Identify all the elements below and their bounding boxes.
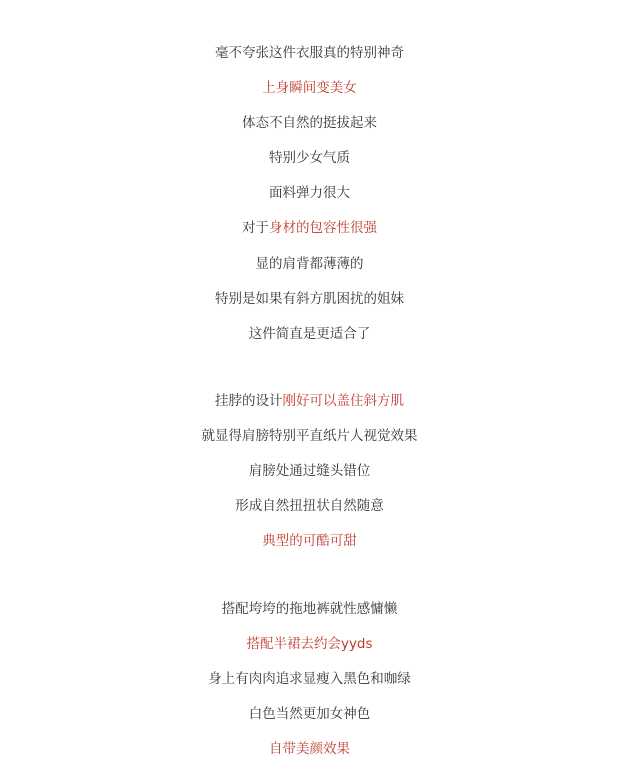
text-line xyxy=(0,599,619,619)
text-segment: 白色当然更加女神色 xyxy=(248,705,371,722)
text-segment: 对于 xyxy=(242,219,269,236)
highlight-line xyxy=(0,78,619,98)
text-segment: 特别少女气质 xyxy=(269,149,350,166)
text-line xyxy=(0,289,619,309)
text-segment: 毫不夸张这件衣服真的特别神奇 xyxy=(215,44,404,61)
highlight-segment: 刚好可以盖住斜方肌 xyxy=(282,392,404,409)
highlight-line xyxy=(0,634,619,654)
text-line xyxy=(0,43,619,63)
text-line xyxy=(0,324,619,344)
text-line xyxy=(0,254,619,274)
text-line xyxy=(0,113,619,133)
text-line xyxy=(0,183,619,203)
text-segment: 体态不自然的挺拔起来 xyxy=(242,114,377,131)
text-line xyxy=(0,496,619,516)
text-segment: 这件简直是更适合了 xyxy=(248,325,371,342)
highlight-segment: 身材的包容性很强 xyxy=(269,219,377,236)
text-segment: 面料弹力很大 xyxy=(269,184,350,201)
text-segment: 就显得肩膀特别平直纸片人视觉效果 xyxy=(201,427,418,444)
text-segment: 肩膀处通过缝头错位 xyxy=(248,462,371,479)
text-line xyxy=(0,669,619,689)
text-segment: 挂脖的设计 xyxy=(215,392,283,409)
highlight-segment: 搭配半裙去约会yyds xyxy=(246,635,373,652)
text-segment: 身上有肉肉追求显瘦入黑色和咖绿 xyxy=(208,670,411,687)
text-segment: 搭配垮垮的拖地裤就性感慵懒 xyxy=(221,600,398,617)
highlight-segment: 典型的可酷可甜 xyxy=(262,532,357,549)
text-line xyxy=(0,461,619,481)
text-line xyxy=(0,218,619,238)
text-line xyxy=(0,704,619,724)
text-line xyxy=(0,148,619,168)
highlight-segment: 上身瞬间变美女 xyxy=(262,79,357,96)
highlight-line xyxy=(0,531,619,551)
text-segment: 特别是如果有斜方肌困扰的姐妹 xyxy=(215,290,404,307)
text-segment: 形成自然扭扭状自然随意 xyxy=(235,497,384,514)
text-segment: 显的肩背都薄薄的 xyxy=(255,255,364,272)
highlight-line xyxy=(0,739,619,759)
text-line xyxy=(0,391,619,411)
highlight-segment: 自带美颜效果 xyxy=(269,740,350,757)
text-line xyxy=(0,426,619,446)
